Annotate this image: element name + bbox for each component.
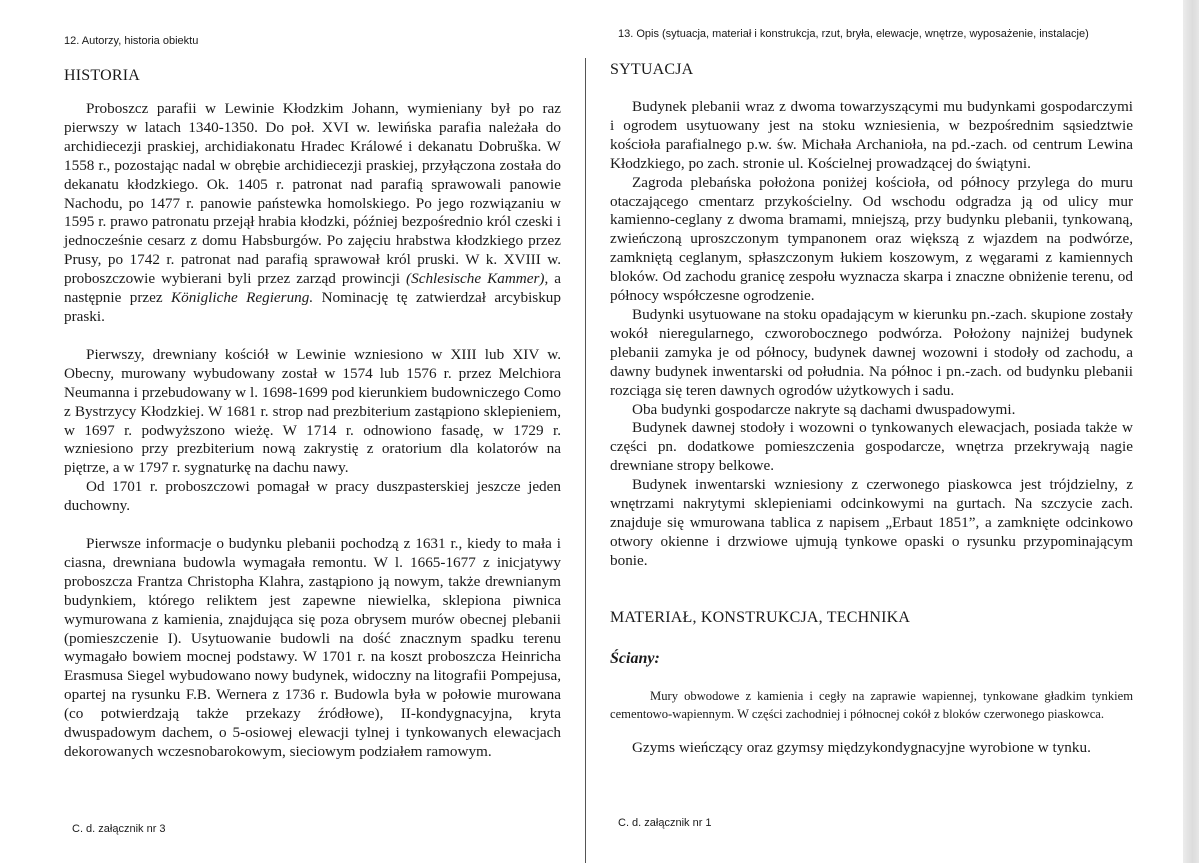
- right-page-header: 13. Opis (sytuacja, materiał i konstrukcja, rzut, bryła, elewacje, wnętrze, wyposażenie, instalacje): [618, 28, 1089, 40]
- historia-body: [64, 100, 561, 762]
- material-section-title: MATERIAŁ, KONSTRUKCJA, TECHNIKA: [610, 609, 911, 626]
- sytuacja-paragraph-4: Oba budynki gospodarcze nakryte są dachami dwuspadowymi.: [632, 400, 1016, 418]
- historia-paragraph-3: Od 1701 r. proboszczowi pomagał w pracy duszpasterskiej jeszcze jeden duchowny.: [64, 478, 561, 515]
- walls-text: Mury obwodowe z kamienia i cegły na zaprawie wapiennej, tynkowane gładkim tynkiem cementowo-wapiennym. W części zachodniej i północnej cokół z bloków czerwonego piaskowca.: [610, 689, 1133, 721]
- historia-title: HISTORIA: [64, 67, 140, 84]
- sytuacja-paragraph-1: Budynek plebanii wraz z dwoma towarzyszącymi mu budynkami gospodarczymi i ogrodem usytuowany jest na stoku wzniesienia, w bezpośrednim sąsiedztwie kościoła parafialnego p.w. św. Michała Archanioła, na pd.-zach. od centrum Lewina Kłodzkiego, po zach. stronie ul. Kościelnej prowadzącej do świątyni.: [610, 98, 1133, 172]
- walls-subsection-title: Ściany:: [610, 650, 660, 667]
- sytuacja-paragraph-2: Zagroda plebańska położona poniżej kościoła, od północy przylega do muru otaczającego cmentarz przykościelny. Od wschodu odgradza ją od ulicy mur kamienno-ceglany z dwoma bramami, mniejszą, przy budynku plebanii, tynkowaną, zwieńczoną uproszczonym tympanonem oraz większą z wjazdem na podwórze, zamkniętą ceglanym, spłaszczonym łukiem koszowym, z węgarami z kamiennych bloków. Od zachodu granicę zespołu wyznacza skarpa i znaczne obniżenie terenu, od północy współczesne ogrodzenie.: [610, 173, 1133, 305]
- sytuacja-paragraph-6: Budynek inwentarski wzniesiony z czerwonego piaskowca jest trójdzielny, z wnętrzami nakrytymi sklepieniami odcinkowymi na gurtach. Na szczycie zach. znajduje się wmurowana tablica z napisem „Erbaut 1851”, a zamknięte odcinkowo otwory okienne i drzwiowe ujmują tynkowe opaski o rysunku przypominającym bonie.: [610, 476, 1133, 569]
- left-page-header: 12. Autorzy, historia obiektu: [64, 35, 199, 47]
- historia-paragraph-2: Pierwszy, drewniany kościół w Lewinie wzniesiono w XIII lub XIV w. Obecny, murowany wybudowany został w 1574 lub 1576 r. przez Melchiora Neumanna i przebudowany w l. 1698-1699 pod kierunkiem budowniczego Como z Bystrzycy Kłodzkiej. W 1681 r. strop nad prezbiterium zastąpiono sklepieniem, w 1697 r. podwyższono wieżę. W 1714 r. odnowiono fasadę, w 1729 r. wzniesiono przy prezbiterium nową zakrystię z oratorium dla kolatorów na piętrze, a w 1797 r. sygnaturkę na dachu nawy.: [64, 345, 561, 477]
- sytuacja-title: SYTUACJA: [610, 61, 694, 78]
- sytuacja-paragraph-5: Budynek dawnej stodoły i wozowni o tynkowanych elewacjach, posiada także w części pn. dodatkowe pomieszczenia gospodarcze, wnętrza przekrywają nagie drewniane stropy belkowe.: [610, 419, 1133, 475]
- historia-paragraph-1: Proboszcz parafii w Lewinie Kłodzkim Johann, wymieniany był po raz pierwszy w latach 1340-1350. Do poł. XVI w. lewińska parafia należała do archidiecezji praskiej, archidiakonatu Hradec Králowé i dekanatu Dobruška. W 1558 r., pozostając nadal w obrębie archidiecezji praskiej, przyłączona została do dekanatu kłodzkiego. Ok. 1405 r. patronat nad parafią sprawowali panowie Nachodu, po 1477 r. panowie państewka homolskiego. Po jego rozwiązaniu w 1595 r. prawo patronatu przejął hrabia kłodzki, później bezpośrednio król czeski i jednocześnie cesarz z domu Habsburgów. Po zajęciu hrabstwa kłodzkiego przez Prusy, po 1742 r. patronat nad parafią sprawował król pruski. W k. XVIII w. proboszczowie wybierani byli przez zarząd prowincji (Schlesische Kammer), a następnie przez Königliche Regierung. Nominację tę zatwierdzał arcybiskup praski.: [64, 100, 561, 325]
- right-page: [586, 0, 1199, 863]
- historia-paragraph-4: Pierwsze informacje o budynku plebanii pochodzą z 1631 r., kiedy to mała i ciasna, drewniana budowla wymagała remontu. W l. 1665-1677 z inicjatywy proboszcza Frantza Christopha Klahra, zastąpiono ją nowym, także drewnianym budynkiem, którego reliktem jest zapewne niewielka, sklepiona piwnica wymurowana z kamienia, znajdująca się poza obrysem murów obecnej plebanii (pomieszczenie I). Usytuowanie budowli na dość znacznym spadku terenu wymagało bowiem mocnej podstawy. W 1701 r. na koszt proboszcza Heinricha Erasmusa Siegel wybudowano nowy budynek, widoczny na litografii Pompejusa, opartej na rysunku F.B. Wernera z 1736 r. Budowla była w połowie murowana (co potwierdzają także przekazy źródłowe), II-kondygnacyjna, kryta dwuspadowym dachem, o 5-osiowej elewacji tylnej i tynkowanych elewacjach dekorowanych wczesnobarokowym, sieciowym podziałem ramowym.: [64, 535, 561, 760]
- cornice-text-block: [610, 739, 1133, 758]
- sytuacja-paragraph-3: Budynki usytuowane na stoku opadającym w kierunku pn.-zach. skupione zostały wokół nieregularnego, czworobocznego podwórza. Położony najniżej budynek plebanii zamyka je od północy, budynek dawnej wozowni i stodoły od zachodu, a dawny budynek inwentarski od południa. Na północ i pn.-zach. od budynku plebanii rozciąga się teren dawnych ogrodów użytkowych i sadu.: [610, 305, 1133, 399]
- sytuacja-body: [610, 98, 1133, 571]
- left-page: [0, 0, 585, 863]
- cornice-text: Gzyms wieńczący oraz gzymsy międzykondygnacyjne wyrobione w tynku.: [632, 739, 1091, 756]
- left-page-footer: C. d. załącznik nr 3: [72, 823, 166, 835]
- walls-text-block: [610, 687, 1133, 723]
- scanner-edge: [1183, 0, 1199, 863]
- right-page-footer: C. d. załącznik nr 1: [618, 817, 712, 829]
